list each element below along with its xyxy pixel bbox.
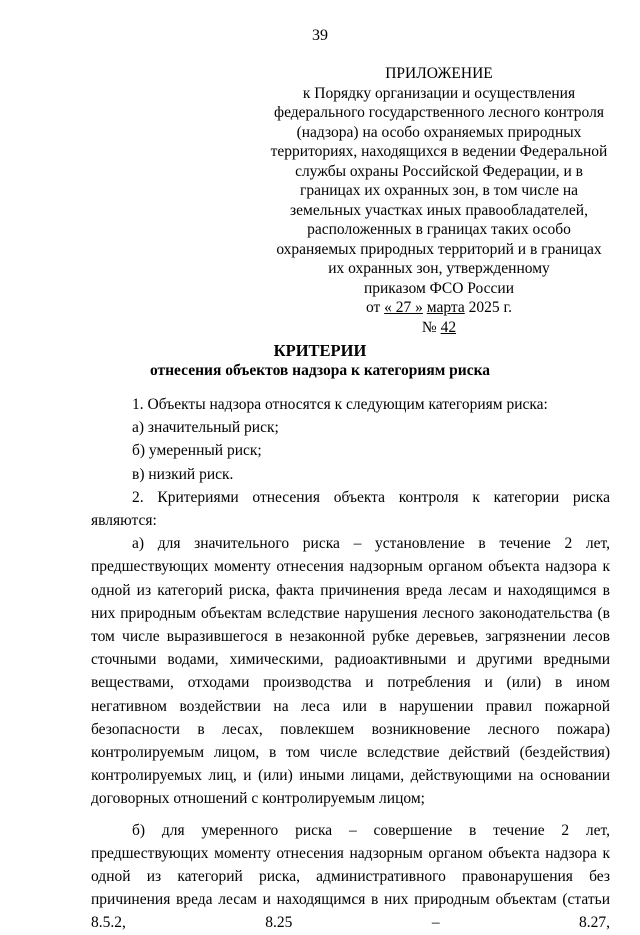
appendix-line: территориях, находящихся в ведении Федеральной [270,143,608,160]
appendix-line: к Порядку организации и осуществления [302,84,576,102]
paragraph: б) умеренный риск; [132,442,262,460]
page-number: 39 [312,27,328,44]
document-subtitle: отнесения объектов надзора к категориям риска [149,362,491,379]
appendix-number [270,318,608,338]
date-prefix: от [365,299,385,316]
paragraph: 1. Объекты надзора относятся к следующим категориям риска: [132,396,548,413]
appendix-line: службы охраны Российской Федерации, и в [295,162,583,180]
document-body [91,393,610,935]
paragraph: 2. Критериями отнесения объекта контроля к категории риска являются: [91,488,610,530]
appendix-line: границах их охранных зон, в том числе на [299,182,579,199]
appendix-line: расположенных в границах таких особо [307,221,571,238]
appendix-line: охраняемых природных территорий и в границах [276,240,602,258]
paragraph: в) низкий риск. [132,465,234,483]
date-year: 2025 г. [464,299,513,316]
appendix-line: их охранных зон, утвержденному [328,260,550,277]
number-value: 42 [440,318,457,336]
appendix-block [270,64,608,337]
appendix-line: (надзора) на особо охраняемых природных [296,123,582,141]
number-prefix: № [421,318,441,336]
date-month: марта [426,299,465,316]
paragraph: а) для значительного риска – установление в течение 2 лет, предшествующих моменту отнесения надзорным органом объекта надзора к одной из категорий риска, факта причинения вреда лесам и находящимся в них природным объектам вследствие нарушения лесного законодательства (в том числе выразившегося в незаконной рубке деревьев, загрязнении лесов сточными водами, химическими, радиоактивными и другими вредными веществами, отходами производства и потребления и (или) в ином негативном воздействии на леса или в нарушении правил пожарной безопасности в лесах, повлекшем возникновение лесного пожара) контролируемым лицом, в том числе вследствие действий (бездействия) контролируемых лиц, и (или) иными лицами, действующими на основании договорных отношений с контролируемым лицом; [91,535,610,808]
appendix-line: приказом ФСО России [363,279,515,297]
document-title: КРИТЕРИИ [273,341,367,360]
appendix-line: федерального государственного лесного контроля [274,104,604,121]
date-day: « 27 » [384,299,423,316]
appendix-line: земельных участках иных правообладателей, [290,201,588,219]
paragraph: а) значительный риск; [132,419,279,437]
appendix-date [270,298,608,318]
appendix-heading: ПРИЛОЖЕНИЕ [385,65,493,82]
paragraph: б) для умеренного риска – совершение в течение 2 лет, предшествующих моменту отнесения надзорным органом объекта надзора к одной из категорий риска, административного правонарушения без причинения вреда лесам и находящимся в них природным объектам (статьи 8.5.2, 8.25 – 8.27, [91,821,610,932]
